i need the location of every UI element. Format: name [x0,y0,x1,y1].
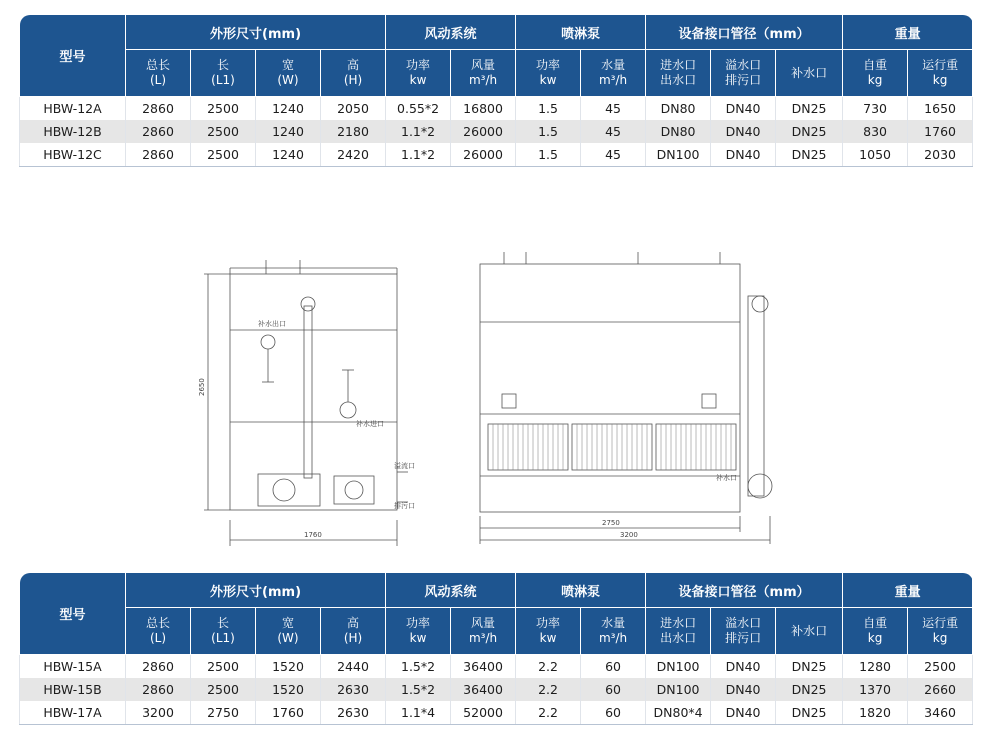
louver-grid [493,424,731,470]
subheader-line: 长 [216,616,229,630]
model-cell: HBW-15B [20,678,126,701]
subheader-cell [451,50,516,97]
table-cell: 1.5*2 [386,655,451,679]
table-cell: 2500 [191,678,256,701]
table-cell: 2500 [191,120,256,143]
table-cell: 2420 [321,143,386,167]
table-body [20,655,973,725]
subheader-cell [908,50,973,97]
side-view-drawing [196,246,418,548]
side-label-1: 补水出口 [258,320,286,328]
subheader-cell [843,50,908,97]
table-row [20,97,973,121]
subheader-line: 风量 [471,58,496,72]
subheader-line: (L1) [211,631,235,645]
front-inner-dim: 2750 [602,519,620,527]
table-cell: 1.5 [516,143,581,167]
table-cell: 1.1*2 [386,143,451,167]
subheader-line: 排污口 [725,73,762,87]
subheader-line: 宽 [281,616,294,630]
subheader-line: 功率 [536,616,561,630]
table-cell: 1.1*2 [386,120,451,143]
side-width-dim: 1760 [304,531,322,539]
table-cell: 1520 [256,655,321,679]
subheader-line: kw [409,631,427,645]
subheader-line: kg [932,631,948,645]
table-cell: 26000 [451,120,516,143]
subheader-line: 运行重 [922,616,959,630]
subheader-line: 自重 [863,58,888,72]
table-row [20,120,973,143]
front-label-makeup: 补水口 [716,474,737,482]
table-cell: 45 [581,120,646,143]
table-body [20,97,973,167]
table-cell: 2750 [191,701,256,725]
table-cell: DN40 [711,143,776,167]
subheader-cell [321,608,386,655]
table-row [20,143,973,167]
subheader-cell [711,608,776,655]
table-cell: 3460 [908,701,973,725]
table-cell: 1820 [843,701,908,725]
table-cell: DN25 [776,678,843,701]
table-cell: 1.1*4 [386,701,451,725]
table-cell: 52000 [451,701,516,725]
table-cell: 2500 [908,655,973,679]
side-height-dim: 2650 [198,378,206,396]
subheader-line: kg [932,73,948,87]
table-cell: DN25 [776,701,843,725]
subheader-line: (L) [149,73,167,87]
subheader-line: 进水口 [660,616,697,630]
table-cell: 1370 [843,678,908,701]
header-subrow [20,50,973,97]
table-cell: 36400 [451,655,516,679]
table-cell: 1760 [908,120,973,143]
header-group-connections: 设备接口管径（mm） [646,573,843,608]
table-cell: 2.2 [516,678,581,701]
side-label-2: 补水进口 [356,420,384,428]
table-cell: 2660 [908,678,973,701]
subheader-line: 总长 [145,616,170,630]
subheader-line: 高 [347,616,360,630]
header-group-weight: 重量 [843,573,973,608]
table-cell: DN25 [776,97,843,121]
table-cell: DN100 [646,678,711,701]
table-cell: 2860 [126,655,191,679]
table-cell: 2860 [126,143,191,167]
table-cell: 16800 [451,97,516,121]
model-cell: HBW-17A [20,701,126,725]
header-subrow [20,608,973,655]
table-cell: 1.5*2 [386,678,451,701]
header-model: 型号 [20,573,126,655]
subheader-line: 水量 [601,616,626,630]
subheader-line: kw [539,73,557,87]
subheader-line: 溢水口 [725,616,762,630]
table-row [20,701,973,725]
subheader-line: 水量 [601,58,626,72]
header-group-spray-pump: 喷淋泵 [516,573,646,608]
table-cell: 1240 [256,97,321,121]
table-cell: DN25 [776,143,843,167]
table-cell: DN25 [776,655,843,679]
table-row [20,655,973,679]
table-cell: 830 [843,120,908,143]
table-cell: 2050 [321,97,386,121]
table-cell: 2860 [126,97,191,121]
table-cell: 1520 [256,678,321,701]
subheader-line: (L) [149,631,167,645]
subheader-cell [581,50,646,97]
table-cell: DN80 [646,120,711,143]
subheader-line: 高 [347,58,360,72]
subheader-line: 总长 [145,58,170,72]
front-total-dim: 3200 [620,531,638,539]
table-cell: 60 [581,655,646,679]
subheader-line: 运行重 [922,58,959,72]
table-cell: DN40 [711,655,776,679]
subheader-line: 排污口 [725,631,762,645]
subheader-line: kw [539,631,557,645]
table-cell: 36400 [451,678,516,701]
table-cell: 45 [581,97,646,121]
side-view-svg [196,246,418,548]
side-label-3: 溢流口 [394,462,415,470]
subheader-cell [646,608,711,655]
subheader-line: 出水口 [660,73,697,87]
table-cell: 2030 [908,143,973,167]
subheader-cell [776,50,843,97]
model-cell: HBW-15A [20,655,126,679]
header-group-spray-pump: 喷淋泵 [516,15,646,50]
table-cell: 2180 [321,120,386,143]
subheader-line: 风量 [471,616,496,630]
subheader-line: m³/h [468,631,498,645]
subheader-line: 进水口 [660,58,697,72]
front-view-svg [470,246,785,548]
table-cell: 26000 [451,143,516,167]
subheader-line: 功率 [406,58,431,72]
table-cell: 1050 [843,143,908,167]
table-cell: 2.2 [516,701,581,725]
table-cell: 2500 [191,143,256,167]
table-cell: DN100 [646,143,711,167]
spec-table-bottom [19,572,973,725]
subheader-cell [386,50,451,97]
subheader-line: kw [409,73,427,87]
subheader-cell [776,608,843,655]
table-cell: DN40 [711,120,776,143]
table-cell: 2.2 [516,655,581,679]
table-cell: DN80 [646,97,711,121]
side-label-4: 排污口 [394,502,415,510]
table-cell: 2860 [126,678,191,701]
table-cell: 2440 [321,655,386,679]
subheader-line: 功率 [536,58,561,72]
subheader-line: (H) [343,73,363,87]
model-cell: HBW-12A [20,97,126,121]
table-cell: 1.5 [516,120,581,143]
table-cell: 45 [581,143,646,167]
table-cell: 3200 [126,701,191,725]
table-cell: DN40 [711,97,776,121]
subheader-line: (H) [343,631,363,645]
subheader-line: 长 [216,58,229,72]
subheader-cell [516,50,581,97]
subheader-cell [256,608,321,655]
table-cell: DN100 [646,655,711,679]
subheader-cell [126,608,191,655]
spec-table-top [19,14,973,167]
subheader-line: kg [867,73,883,87]
table-cell: DN80*4 [646,701,711,725]
subheader-line: (W) [277,631,299,645]
subheader-cell [581,608,646,655]
table-cell: 0.55*2 [386,97,451,121]
header-group-dimensions: 外形尺寸(mm) [126,15,386,50]
subheader-cell [516,608,581,655]
model-cell: HBW-12C [20,143,126,167]
subheader-line: 自重 [863,616,888,630]
subheader-line: (L1) [211,73,235,87]
subheader-cell [843,608,908,655]
table-cell: 1280 [843,655,908,679]
header-group-air-system: 风动系统 [386,573,516,608]
subheader-cell [191,608,256,655]
header-group-dimensions: 外形尺寸(mm) [126,573,386,608]
subheader-line: m³/h [468,73,498,87]
subheader-cell [711,50,776,97]
subheader-cell [386,608,451,655]
subheader-line: 补水口 [791,623,828,638]
subheader-cell [451,608,516,655]
table-row [20,678,973,701]
subheader-cell [908,608,973,655]
subheader-cell [321,50,386,97]
front-view-drawing [470,246,785,548]
table-cell: 2630 [321,701,386,725]
table-cell: 2500 [191,655,256,679]
subheader-line: m³/h [598,631,628,645]
table-cell: DN25 [776,120,843,143]
subheader-line: 功率 [406,616,431,630]
subheader-line: 出水口 [660,631,697,645]
table-cell: 60 [581,701,646,725]
table-cell: 1240 [256,143,321,167]
table-cell: 1240 [256,120,321,143]
header-group-weight: 重量 [843,15,973,50]
subheader-cell [646,50,711,97]
table-cell: 1760 [256,701,321,725]
table-cell: 2500 [191,97,256,121]
header-group-air-system: 风动系统 [386,15,516,50]
subheader-cell [126,50,191,97]
table-cell: 730 [843,97,908,121]
subheader-line: 补水口 [791,65,828,80]
subheader-cell [191,50,256,97]
subheader-line: (W) [277,73,299,87]
table-cell: 1.5 [516,97,581,121]
table-cell: DN40 [711,701,776,725]
table-cell: 2630 [321,678,386,701]
table-cell: 1650 [908,97,973,121]
table-cell: DN40 [711,678,776,701]
table-cell: 2860 [126,120,191,143]
subheader-line: m³/h [598,73,628,87]
header-group-connections: 设备接口管径（mm） [646,15,843,50]
subheader-line: 宽 [281,58,294,72]
subheader-cell [256,50,321,97]
model-cell: HBW-12B [20,120,126,143]
table-cell: 60 [581,678,646,701]
header-model: 型号 [20,15,126,97]
subheader-line: kg [867,631,883,645]
subheader-line: 溢水口 [725,58,762,72]
